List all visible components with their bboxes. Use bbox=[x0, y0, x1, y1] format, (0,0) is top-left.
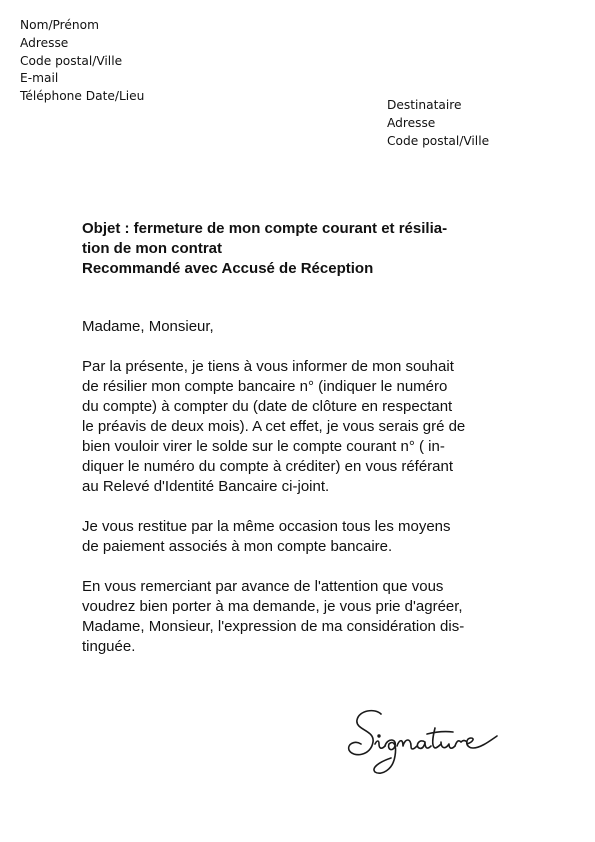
sender-block bbox=[20, 17, 144, 106]
body-line: En vous remerciant par avance de l'attention que vous bbox=[82, 578, 444, 595]
subject-line: Recommandé avec Accusé de Réception bbox=[82, 260, 374, 277]
recipient-name: Destinataire bbox=[387, 98, 462, 112]
salutation: Madame, Monsieur, bbox=[82, 318, 214, 335]
body-line: du compte) à compter du (date de clôture en respectant bbox=[82, 398, 453, 415]
body-line: bien vouloir virer le solde sur le compte courant n° ( in- bbox=[82, 438, 445, 455]
handwritten-signature bbox=[345, 700, 505, 782]
recipient-address: Adresse bbox=[387, 116, 436, 130]
body-line: au Relevé d'Identité Bancaire ci-joint. bbox=[82, 478, 330, 495]
paragraph-request bbox=[82, 357, 522, 497]
body-line: Je vous restitue par la même occasion tous les moyens bbox=[82, 518, 451, 535]
subject-line: tion de mon contrat bbox=[82, 240, 222, 257]
subject-line: Objet : fermeture de mon compte courant et résilia- bbox=[82, 220, 448, 237]
body-line: de résilier mon compte bancaire n° (indiquer le numéro bbox=[82, 378, 448, 395]
signature-ink bbox=[349, 711, 497, 774]
recipient-block bbox=[387, 96, 489, 150]
paragraph-restitution bbox=[82, 517, 522, 557]
body-line: diquer le numéro du compte à créditer) en vous référant bbox=[82, 458, 454, 475]
sender-name: Nom/Prénom bbox=[20, 18, 99, 32]
sender-phone-date-place: Téléphone Date/Lieu bbox=[20, 89, 145, 104]
sender-email: E-mail bbox=[20, 71, 59, 86]
body-line: le préavis de deux mois). A cet effet, je vous serais gré de bbox=[82, 418, 466, 435]
body-line: Par la présente, je tiens à vous informer de mon souhait bbox=[82, 358, 454, 375]
body-line: tinguée. bbox=[82, 638, 136, 655]
sender-address: Adresse bbox=[20, 35, 69, 50]
sender-postal-city: Code postal/Ville bbox=[20, 53, 123, 68]
recipient-postal-city: Code postal/Ville bbox=[387, 134, 490, 148]
body-line: Madame, Monsieur, l'expression de ma considération dis- bbox=[82, 618, 465, 635]
body-line: de paiement associés à mon compte bancaire. bbox=[82, 538, 393, 555]
letter-body bbox=[82, 219, 522, 657]
paragraph-closing bbox=[82, 577, 522, 657]
subject-block bbox=[82, 219, 522, 279]
body-line: voudrez bien porter à ma demande, je vous prie d'agréer, bbox=[82, 598, 463, 615]
